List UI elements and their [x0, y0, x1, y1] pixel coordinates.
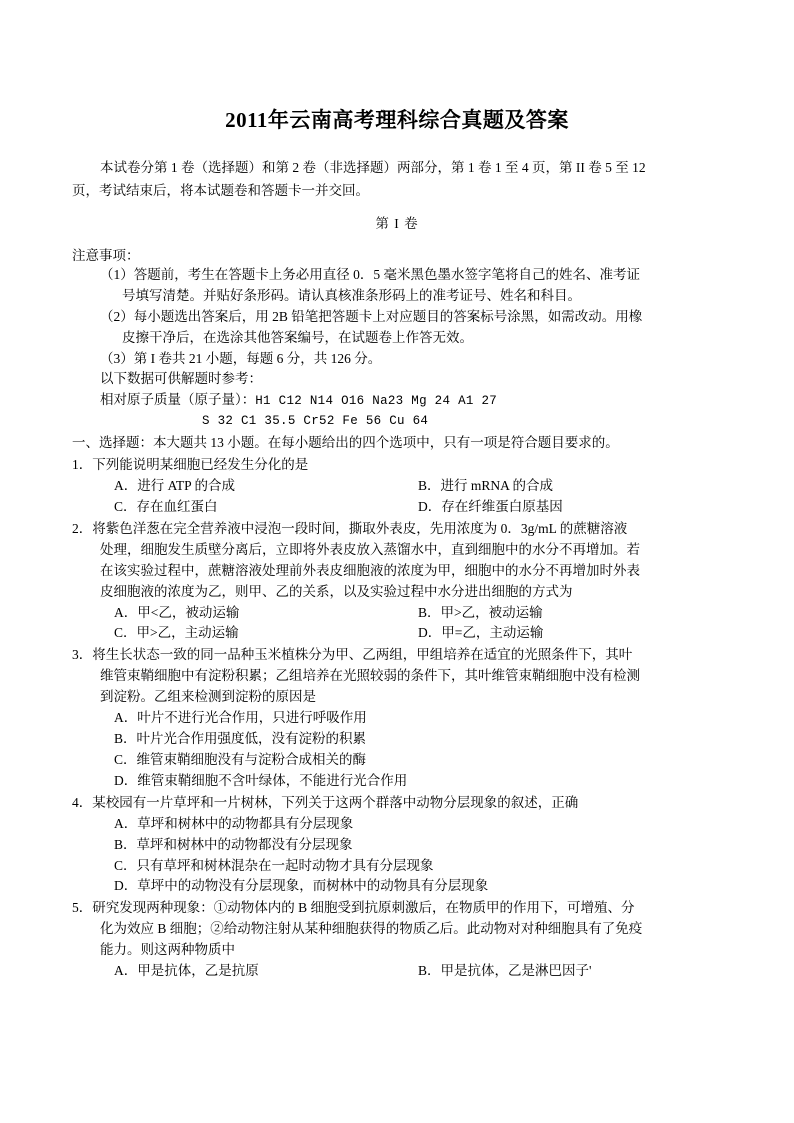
option-b[interactable]: B．叶片光合作用强度低，没有淀粉的积累 — [114, 731, 367, 747]
option-a[interactable]: A．进行 ATP 的合成 — [114, 477, 236, 493]
question-stem-line: 处理，细胞发生质壁分离后，立即将外表皮放入蒸馏水中，直到细胞中的水分不再增加。若 — [100, 541, 640, 557]
atomic-mass-label — [72, 390, 722, 411]
question-number: 2． — [72, 520, 93, 536]
question-options — [72, 708, 722, 792]
question-stem-line: 能力。则这两种物质中 — [100, 942, 235, 958]
option-b[interactable]: B．草坪和树林中的动物都没有分层现象 — [114, 836, 353, 852]
question-stem-line: 化为效应 B 细胞；②给动物注射从某种细胞获得的物质乙后。此动物对对种细胞具有了免疫 — [100, 921, 643, 937]
question-stem-line: 在该实验过程中，蔗糖溶液处理前外表皮细胞液的浓度为甲，细胞中的水分不再增加时外表 — [100, 562, 640, 578]
question-stem-line — [72, 519, 722, 540]
question-number: 1． — [72, 457, 93, 473]
question-stem-line: 维管束鞘细胞中有淀粉积累；乙组培养在光照较弱的条件下，其叶维管束鞘细胞中没有检测 — [100, 668, 640, 684]
question-options — [72, 961, 722, 982]
question-text: 某校园有一片草坪和一片树林，下列关于这两个群落中动物分层现象的叙述，正确 — [92, 794, 579, 810]
option-c[interactable]: C．维管束鞘细胞没有与淀粉合成相关的酶 — [114, 751, 367, 767]
notice-title: 注意事项： — [72, 247, 140, 263]
option-b[interactable]: B．进行 mRNA 的合成 — [418, 477, 554, 493]
option-d[interactable]: D．草坪中的动物没有分层现象，而树林中的动物具有分层现象 — [114, 878, 489, 894]
intro-paragraph — [72, 158, 722, 202]
question-stem — [72, 519, 722, 603]
option-c[interactable]: C．存在血红蛋白 — [114, 498, 218, 514]
question-options — [72, 814, 722, 898]
option-a[interactable]: A．甲<乙，被动运输 — [114, 604, 240, 620]
question-item — [72, 793, 722, 898]
notice-item — [72, 265, 722, 307]
option-d[interactable]: D．维管束鞘细胞不含叶绿体，不能进行光合作用 — [114, 772, 408, 788]
option-c[interactable]: C．甲>乙，主动运输 — [114, 625, 239, 641]
question-stem — [72, 793, 722, 814]
option-row — [114, 623, 722, 644]
question-stem-line — [72, 455, 722, 476]
notice-item-line2: 皮擦干净后，在选涂其他答案编号，在试题卷上作答无效。 — [122, 329, 473, 345]
reference-data-label: 以下数据可供解题时参考： — [100, 371, 262, 387]
part-one-heading: 第 I 卷 — [375, 215, 419, 231]
option-d[interactable]: D．存在纤维蛋白原基因 — [418, 498, 563, 514]
option-row — [114, 961, 722, 982]
notice-item-line1: （1）答题前，考生在答题卡上务必用直径 0．5 毫米黑色墨水签字笔将自己的姓名、准考证 — [100, 266, 640, 282]
question-stem-line: 皮细胞液的浓度为乙，则甲、乙的关系，以及实验过程中水分进出细胞的方式为 — [100, 583, 573, 599]
question-item — [72, 519, 722, 645]
option-b[interactable]: B．甲>乙，被动运输 — [418, 604, 543, 620]
option-a[interactable]: A．草坪和树林中的动物都具有分层现象 — [114, 815, 354, 831]
notice-item-line1: （2）每小题选出答案后，用 2B 铅笔把答题卡上对应题目的答案标号涂黑，如需改动。用橡 — [100, 308, 643, 324]
question-text: 将生长状态一致的同一品种玉米植株分为甲、乙两组，甲组培养在适宜的光照条件下，其叶 — [92, 647, 633, 663]
intro-line-1: 本试卷分第 1 卷（选择题）和第 2 卷（非选择题）两部分，第 1 卷 1 至 4 页，第 II 卷 5 至 12 — [100, 160, 646, 175]
option-a[interactable]: A．甲是抗体，乙是抗原 — [114, 963, 259, 979]
question-stem — [72, 645, 722, 708]
notice-item — [72, 349, 722, 370]
question-number: 3． — [72, 647, 93, 663]
atomic-mass-label-text: 相对原子质量（原子量）： — [100, 392, 256, 408]
question-stem — [72, 898, 722, 961]
page-title: 2011年云南高考理科综合真题及答案 — [225, 108, 569, 132]
question-stem-line: 到淀粉。乙组来检测到淀粉的原因是 — [100, 689, 316, 705]
question-stem — [72, 455, 722, 476]
section-one-heading: 一、选择题：本大题共 13 小题。在每小题给出的四个选项中，只有一项是符合题目要求的。 — [72, 435, 619, 451]
option-b[interactable]: B．甲是抗体，乙是淋巴因子' — [418, 963, 592, 979]
notice-item-line1: （3）第 I 卷共 21 小题，每题 6 分，共 126 分。 — [100, 350, 382, 366]
option-c[interactable]: C．只有草坪和树林混杂在一起时动物才具有分层现象 — [114, 857, 434, 873]
notice-item — [72, 307, 722, 349]
question-item — [72, 645, 722, 791]
atomic-mass-values-1: H1 C12 N14 O16 Na23 Mg 24 A1 27 — [255, 394, 498, 409]
question-options — [72, 476, 722, 518]
question-text: 将紫色洋葱在完全营养液中浸泡一段时间，撕取外表皮，先用浓度为 0．3g/mL 的蔗糖溶液 — [92, 520, 628, 536]
option-d[interactable]: D．甲=乙，主动运输 — [418, 625, 544, 641]
question-item — [72, 898, 722, 982]
question-text: 下列能说明某细胞已经发生分化的是 — [92, 457, 309, 473]
question-number: 5． — [72, 900, 93, 916]
intro-line-2: 页，考试结束后，将本试题卷和答题卡一并交回。 — [72, 182, 369, 198]
option-row — [114, 476, 722, 497]
option-a[interactable]: A．叶片不进行光合作用，只进行呼吸作用 — [114, 710, 367, 726]
question-text: 研究发现两种现象：①动物体内的 B 细胞受到抗原刺激后，在物质甲的作用下，可增殖、分 — [92, 900, 635, 916]
option-row — [114, 497, 722, 518]
atomic-mass-values-2: S 32 C1 35.5 Cr52 Fe 56 Cu 64 — [202, 413, 429, 428]
question-number: 4． — [72, 794, 93, 810]
question-options — [72, 603, 722, 645]
question-stem-line — [72, 645, 722, 666]
option-row — [114, 603, 722, 624]
question-item — [72, 455, 722, 518]
question-stem-line — [72, 793, 722, 814]
notice-item-line2: 号填写清楚。并贴好条形码。请认真核准条形码上的准考证号、姓名和科目。 — [122, 287, 581, 303]
question-stem-line — [72, 898, 722, 919]
